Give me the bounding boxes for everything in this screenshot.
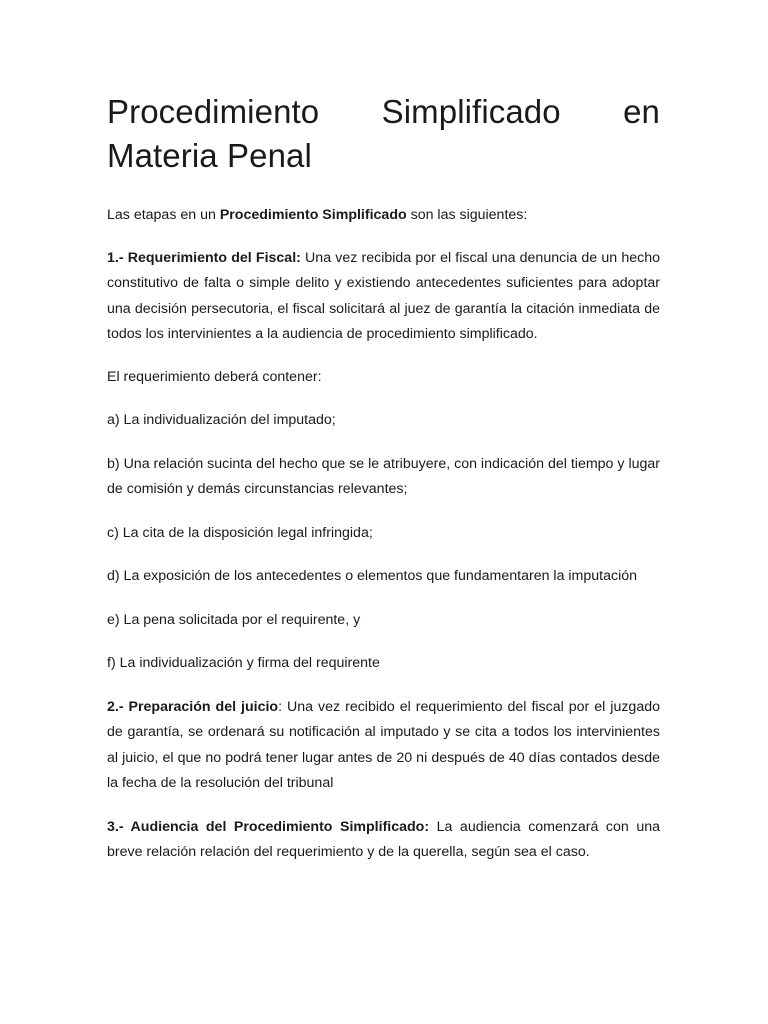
step-3-text: La audiencia comenzará con una breve relación relación del requerimiento y de la querella, según sea el caso. (107, 818, 660, 860)
requirement-intro: El requerimiento deberá contener: (107, 368, 322, 385)
title-line-2: Materia Penal (107, 137, 312, 174)
intro-paragraph (107, 203, 660, 229)
title-word-en: en (623, 93, 660, 130)
requirement-item-e: e) La pena solicitada por el requirente, y (107, 611, 361, 628)
intro-bold-text: Procedimiento Simplificado (219, 207, 407, 223)
step-3-paragraph (107, 815, 660, 866)
requirement-item-f: f) La individualización y firma del requirente (107, 655, 380, 671)
intro-text-before: Las etapas en un (107, 207, 220, 223)
title-line-1 (107, 90, 660, 134)
step-2-text: : Una vez recibido el requerimiento del fiscal por el juzgado de garantía, se ordenará su notificación al imputado y se cita a todos los intervinientes al juicio, el que no podrá tener lugar antes de 20 ni después de 40 días contados desde la fecha de la resolución del tribunal (107, 698, 660, 791)
step-2-heading: 2.- Preparación del juicio (107, 698, 279, 715)
step-1-text: Una vez recibida por el fiscal una denuncia de un hecho constitutivo de falta o simple delito y existiendo antecedentes suficientes para adoptar una decisión persecutoria, el fiscal solicitará al juez de garantía la citación inmediata de todos los intervinientes a la audiencia de procedimiento simplificado. (107, 249, 660, 342)
title-word-procedimiento: Procedimiento (107, 93, 320, 130)
intro-text-after: son las siguientes: (406, 207, 528, 223)
title-word-simplificado: Simplificado (381, 93, 561, 130)
document-page (107, 90, 660, 866)
step-3-heading: 3.- Audiencia del Procedimiento Simplificado: (107, 818, 430, 835)
requirement-item-c: c) La cita de la disposición legal infringida; (107, 524, 373, 541)
requirement-item-b: b) Una relación sucinta del hecho que se le atribuyere, con indicación del tiempo y lugar de comisión y demás circunstancias relevantes; (107, 455, 660, 497)
step-1-paragraph (107, 246, 660, 348)
requirement-item-a: a) La individualización del imputado; (107, 412, 336, 428)
step-1-heading: 1.- Requerimiento del Fiscal: (107, 249, 301, 266)
document-title (107, 90, 660, 178)
step-2-paragraph (107, 695, 660, 797)
requirement-item-d: d) La exposición de los antecedentes o elementos que fundamentaren la imputación (107, 568, 638, 584)
